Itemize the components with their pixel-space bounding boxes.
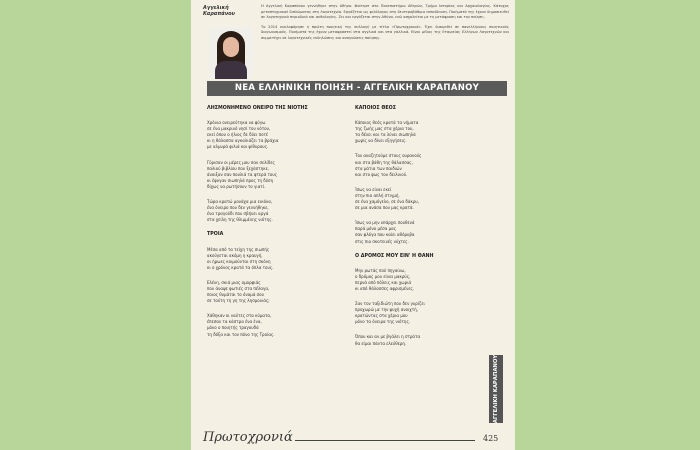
poem-line: δίχως να ρωτήσουν το γιατί. (207, 183, 266, 189)
poem-title: Ο ΔΡΟΜΟΣ ΜΟΥ ΕΙΝ' Η ΘΑΝΗ (355, 253, 434, 259)
poem-line: εκεί όπου ο ήλιος δε δύει ποτέ (207, 132, 269, 138)
poem-stanza (355, 301, 485, 325)
poem-line: έπεσαν τα κάστρα ένα ένα, (207, 319, 262, 325)
poem-line: κι η θάλασσα αγκαλιάζει τα βράχια (207, 138, 279, 144)
page-number: 425 (483, 434, 499, 443)
poem-line: παρά μόνο μέσα μας (355, 226, 397, 232)
poem-line: στις πιο σκοτεινές νύχτες. (355, 238, 409, 244)
poem-line: Σαν τον ταξιδιώτη που δεν γυρίζει (355, 301, 425, 307)
poem-line: Χρόνια ονειρεύτηκα να φύγω (207, 120, 266, 126)
poem-stanza (355, 268, 485, 292)
poem-line: περνά από πόλεις και χωριά (355, 279, 412, 285)
poem-line: Χάθηκαν οι ναύτες στα κύματα, (207, 313, 272, 319)
poem-stanza (207, 160, 347, 190)
page-footer (191, 428, 515, 450)
poem-line: με αλμυρά φιλιά και ψίθυρους. (207, 144, 269, 150)
poem-stanza (355, 153, 485, 177)
poem-line: Μην ρωτάς πού πηγαίνω, (355, 267, 406, 273)
poem-line: κι ο χρόνος κρατά τα όπλα τους. (207, 264, 274, 270)
magazine-page (191, 0, 515, 450)
author-bio (261, 4, 509, 46)
poem-line: στην πιο απλή στιγμή, (355, 192, 400, 198)
poem-title: ΛΗΣΜΟΝΗΜΕΝΟ ΟΝΕΙΡΟ ΤΗΣ ΝΙΟΤΗΣ (207, 106, 308, 111)
poem-line: που άναψε φωτιές στα πέλαγα, (207, 285, 270, 291)
poem-line: σε τούτη τη γη της λησμονιάς; (207, 298, 270, 304)
poem-stanza (207, 120, 347, 150)
poem-line: στα χείλη της θλιμμένης νιότης. (207, 217, 273, 223)
author-last-name: Καραπάνου (203, 11, 235, 17)
section-banner: ΝΕΑ ΕΛΛΗΝΙΚΗ ΠΟΙΗΣΗ - ΑΓΓΕΛΙΚΗ ΚΑΡΑΠΑΝΟΥ (207, 81, 507, 96)
poem-line: χωρίς να δίνει εξηγήσεις. (355, 138, 407, 144)
poem-stanza (207, 313, 347, 337)
poem-line: Ίσως να είναι εκεί (355, 186, 392, 192)
poem-line: Τώρα κρατώ μονάχα μια εικόνα, (207, 199, 273, 205)
poem-line: τη δόξα και τον πόνο της Τροίας. (207, 331, 275, 337)
poem-line: κρατώντας στα χέρια μου (355, 313, 408, 319)
side-tab-label: ΑΓΓΕΛΙΚΗ ΚΑΡΑΠΑΝΟΥ (493, 354, 499, 424)
poem-line: άνοιξαν σαν πουλιά τα φτερά τους (207, 171, 278, 177)
poems-column-left (207, 106, 347, 347)
poem-line: κι από θάλασσες αφρισμένες. (355, 285, 415, 291)
poem-line: της ζωής μας στα χέρια του, (355, 126, 414, 132)
poem-line: μόνο ο ποιητής τραγουδά (207, 325, 259, 331)
poem-line: Κάποιος θεός κρατά τα νήματα (355, 120, 419, 126)
poem-line: Ελένη, σκιά μιας ομορφιάς (207, 279, 261, 285)
poem-line: Μέσα από τα τείχη της σιωπής (207, 246, 270, 252)
poem-stanza (355, 187, 485, 211)
poem-line: Ίσως να μην υπάρχει πουθενά (355, 220, 415, 226)
side-tab (489, 355, 503, 423)
footer-rule (295, 440, 475, 441)
poem-line: τα δένει και τα λύνει σιωπηλά (355, 132, 416, 138)
author-first-name: Αγγελική (203, 5, 229, 11)
author-photo (209, 27, 253, 79)
poems-column-right (355, 106, 485, 356)
poem-stanza (355, 334, 485, 346)
footer-title: Πρωτοχρονιά (203, 430, 293, 445)
poem-title: ΤΡΟΙΑ (207, 232, 224, 238)
poem-title: ΚΑΠΟΙΟΣ ΘΕΟΣ (355, 106, 397, 111)
poem-stanza (207, 199, 347, 223)
bio-paragraph: Η Αγγελική Καραπάνου γεννήθηκε στην Αθήνα. Φοίτησε στο Πανεπιστήμιο Αθηνών, Τμήμα Ιστορίας και Αρχαιολογίας. Κάτοχος μεταπτυχιακού διπλώματος στη Λογοτεχνία. Εργάζεται ως φιλόλογος στη δευτεροβάθμια εκπαίδευση. Ποιήματά της έχουν δημοσιευθεί σε λογοτεχνικά περιοδικά και ανθολογίες. Ζει και εργάζεται στην Αθήνα, ενώ ασχολείται με τη μετάφραση και την ποίηση. (261, 4, 509, 20)
poem-line: κι έφυγαν σιωπηλά προς τη δύση (207, 177, 274, 183)
poem-line: ένα όνειρο που δεν γεννήθηκε, (207, 205, 269, 211)
poem-stanza (207, 280, 347, 304)
poem-line: και στο φως του δειλινού. (355, 171, 408, 177)
poem-line: ακούγεται ακόμη η κραυγή, (207, 252, 263, 258)
poem-stanza (355, 120, 485, 144)
poem-line: σε ένα χαμόγελο, σε ένα δάκρυ, (355, 199, 419, 205)
poem-line: προχωρώ με την ψυχή ανοιχτή, (355, 307, 418, 313)
poem-line: θα είμαι πάντα ελεύθερη. (355, 340, 407, 346)
bio-paragraph: Το 2014 κυκλοφόρησε η πρώτη ποιητική της συλλογή με τίτλο «Πρωτοχρονιά». Έχει διακριθεί σε πανελλήνιους ποιητικούς διαγωνισμούς. Ποιήματά της έχουν μεταφραστεί στα αγγλικά και στα γαλλικά. Είναι μέλος της Εταιρείας Ελλήνων Λογοτεχνών και συμμετέχει σε λογοτεχνικές εκδηλώσεις και αναγνώσεις ποίησης. (261, 24, 509, 40)
poem-line: παλιού βιβλίου που ξεχάστηκε, (207, 165, 270, 171)
poem-line: Τον αναζητούμε στους ουρανούς (355, 153, 422, 159)
poem-line: σε ένα μακρινό νησί του νότου, (207, 126, 271, 132)
poem-line: ένα τραγούδι που σβήνει αργά (207, 211, 269, 217)
poem-line: σε μια ανάσα που μας κρατά. (355, 205, 414, 211)
author-caption (203, 5, 257, 17)
poem-line: μόνο τα όνειρα της νιότης. (355, 319, 411, 325)
poem-line: σαν φλόγα που καίει αθόρυβα (355, 232, 415, 238)
poem-line: και στα βάθη της θάλασσας, (355, 159, 413, 165)
poem-line: ποιος θυμάται το όνομά σου (207, 292, 264, 298)
poem-line: Γύρισαν οι μέρες μου σαν σελίδες (207, 159, 275, 165)
poem-line: στα μάτια των παιδιών (355, 165, 402, 171)
poem-stanza (207, 247, 347, 271)
poem-line: Όπου και αν με βγάλει η στράτα (355, 334, 421, 340)
poem-line: ο δρόμος μου είναι μακρύς, (355, 273, 411, 279)
poem-stanza (355, 220, 485, 244)
poem-line: οι ήρωες κοιμούνται στη σκόνη (207, 258, 271, 264)
